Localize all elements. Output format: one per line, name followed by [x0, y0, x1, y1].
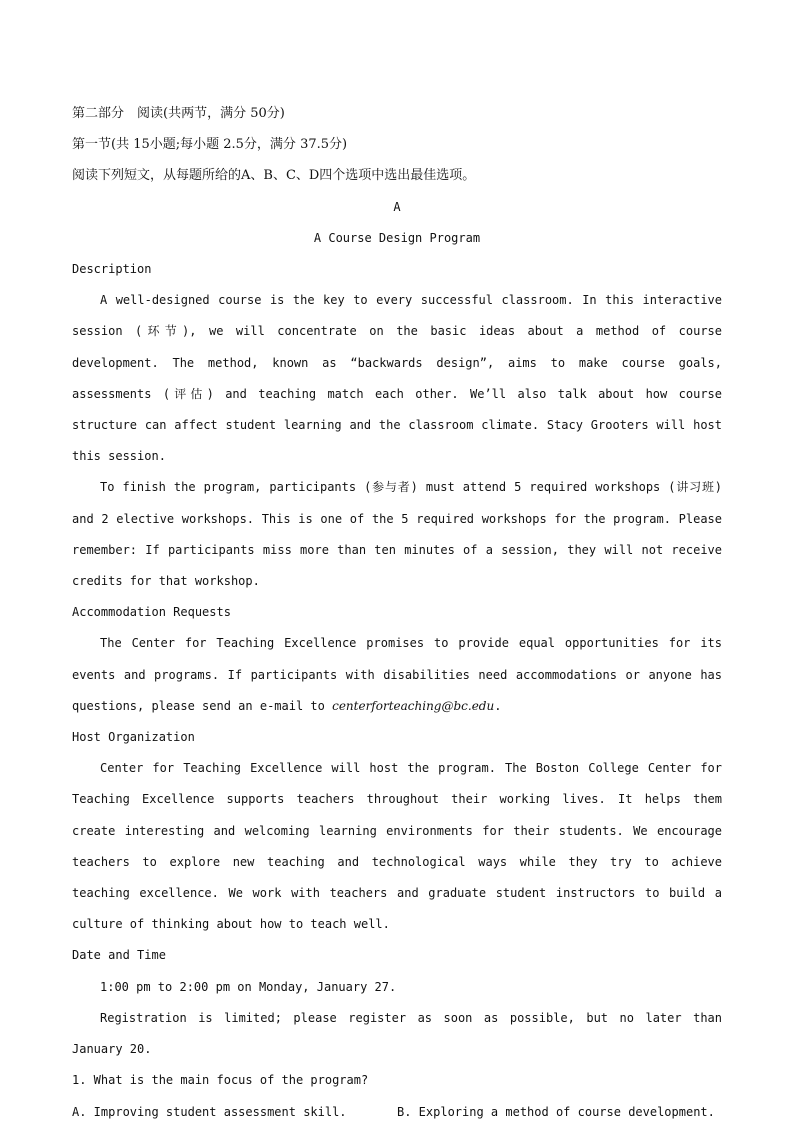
description-paragraph-2: To finish the program, participants (参与者) must attend 5 required workshops (讲习班) and 2 elective workshops. This is one of the 5 required workshops for the program. Please remember: If participants miss more than ten minutes of a session, they will not receive credits for that workshop.: [72, 480, 722, 589]
exam-page: [72, 98, 722, 1128]
accommodation-heading: Accommodation Requests: [72, 605, 231, 620]
event-time: 1:00 pm to 2:00 pm on Monday, January 27.: [100, 979, 397, 994]
question-1-stem: 1. What is the main focus of the program?: [72, 1073, 369, 1088]
instruction-text: 阅读下列短文，从每题所给的A、B、C、D四个选项中选出最佳选项。: [72, 168, 476, 184]
date-time-heading: Date and Time: [72, 948, 166, 963]
question-1-options: [72, 1097, 722, 1128]
host-heading: Host Organization: [72, 730, 195, 745]
accommodation-paragraph: [72, 628, 722, 722]
host-paragraph: Center for Teaching Excellence will host the program. The Boston College Center for Teaching Excellence supports teachers throughout their working lives. It helps them create interesting and welcoming learning environments for their students. We encourage teachers to explore new teaching and technological ways while they try to achieve teaching excellence. We work with teachers and graduate student instructors to build a culture of thinking about how to teach well.: [72, 761, 722, 932]
accommodation-text: The Center for Teaching Excellence promises to provide equal opportunities for its events and programs. If participants with disabilities need accommodations or anyone has questions, please send an e-mail to: [72, 636, 722, 713]
registration-note: Registration is limited; please register as soon as possible, but no later than January 20.: [72, 1010, 722, 1057]
description-paragraph-1: A well-designed course is the key to every successful classroom. In this interactive session (环节), we will concentrate on the basic ideas about a method of course development. The method, known as “backwards design”, aims to make course goals, assessments (评估) and teaching match each other. We’ll also talk about how course structure can affect student learning and the classroom climate. Stacy Grooters will host this session.: [72, 293, 722, 464]
question-1-option-b: B. Exploring a method of course development.: [397, 1104, 715, 1119]
part-header: 第二部分 阅读(共两节，满分 50分): [72, 106, 285, 121]
question-1-option-a: A. Improving student assessment skill.: [72, 1104, 347, 1119]
accommodation-end: .: [494, 698, 502, 713]
passage-letter: A: [393, 199, 401, 214]
passage-title: A Course Design Program: [313, 230, 481, 245]
description-heading: Description: [72, 262, 152, 277]
section-header: 第一节(共 15小题;每小题 2.5分，满分 37.5分): [72, 137, 348, 153]
contact-email: centerforteaching@bc.edu: [332, 698, 495, 713]
